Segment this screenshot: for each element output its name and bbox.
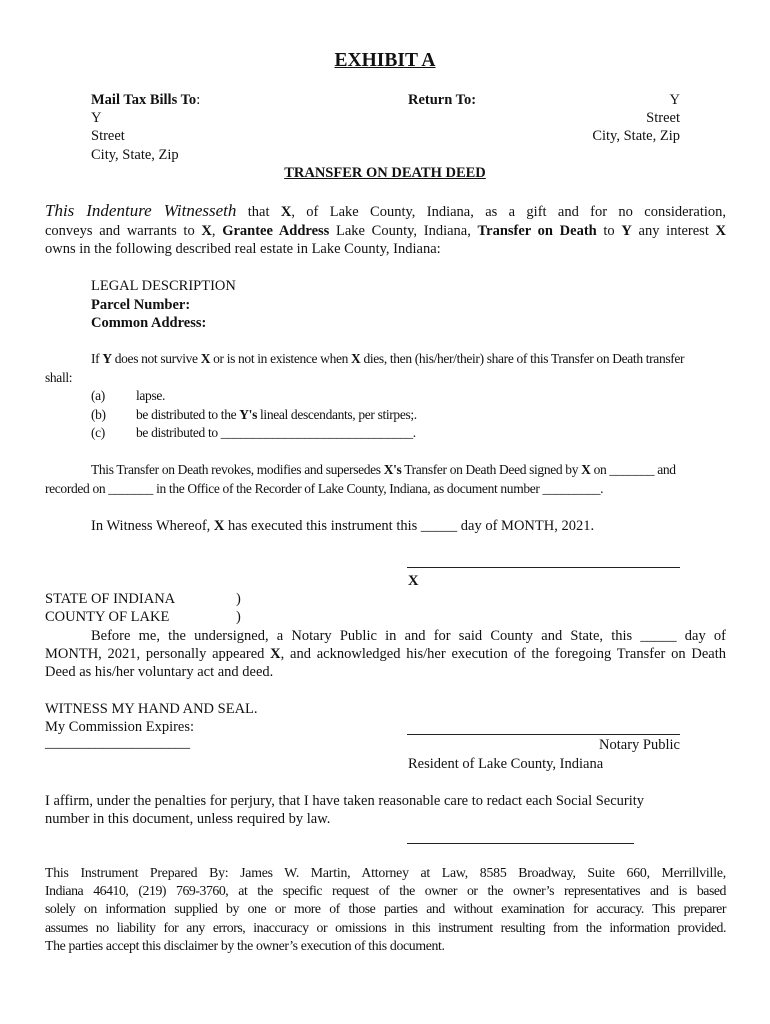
notary-x: X (270, 646, 281, 662)
affirm-line-2: number in this document, unless required by law. (45, 811, 331, 827)
survive-item-b-text (136, 406, 417, 425)
notary-text: , and acknowledged his/her execution of the foregoing Transfer on Death (280, 646, 726, 662)
intro-text: conveys and warrants to (45, 223, 202, 239)
survive-item-c-label: (c) (91, 425, 105, 440)
intro-tod: Transfer on Death (477, 223, 597, 239)
intro-text: , of Lake County, Indiana, as a gift and for no consideration, (291, 204, 727, 220)
intro-text: to (596, 223, 622, 239)
return-to-city: City, State, Zip (592, 128, 680, 144)
notary-line-3: Deed as his/her voluntary act and deed. (45, 664, 274, 680)
survive-item-text: lapse. (136, 388, 166, 403)
intro-line-1 (45, 201, 726, 222)
prepared-line-1: This Instrument Prepared By: James W. Martin, Attorney at Law, 8585 Broadway, Suite 660, Merrillville, (45, 865, 726, 880)
revokes-text: Transfer on Death Deed signed by (401, 462, 582, 477)
intro-x: X (201, 223, 212, 239)
mail-tax-label-text: Mail Tax Bills To (91, 92, 197, 108)
survive-y: Y (102, 351, 112, 366)
mail-tax-city: City, State, Zip (91, 147, 179, 163)
survive-item-text: lineal descendants, per stirpes;. (257, 407, 417, 422)
intro-x: X (715, 223, 727, 239)
survive-text: does not survive (111, 351, 201, 366)
signer-name: X (408, 573, 419, 589)
survive-item-b-label: (b) (91, 407, 106, 422)
prepared-line-5: The parties accept this disclaimer by the owner’s execution of this document. (45, 938, 445, 953)
survive-item-text: be distributed to the (136, 407, 240, 422)
state-paren: ) (236, 591, 241, 607)
revokes-x: X's (383, 462, 402, 477)
survive-text: dies, then (his/her/their) share of this Transfer on Death transfer (360, 351, 685, 366)
mail-tax-colon: : (196, 92, 201, 108)
signer-signature-line (407, 567, 680, 568)
deed-title: TRANSFER ON DEATH DEED (284, 165, 486, 181)
survive-item-text: be distributed to ______________________________. (136, 425, 416, 440)
notary-line-2 (45, 645, 726, 664)
witness-whereof (91, 517, 594, 536)
mail-tax-label (91, 91, 200, 110)
intro-text: any interest (631, 223, 716, 239)
revokes-text: on _______ and (590, 462, 676, 477)
parcel-number-label: Parcel Number: (91, 297, 191, 313)
intro-y: Y (621, 223, 632, 239)
survive-item-y: Y's (239, 407, 257, 422)
prepared-line-2: Indiana 46410, (219) 769-3760, at the specific request of the owner or the owner’s representatives and is based (45, 883, 726, 898)
affirm-line-1: I affirm, under the penalties for perjury, that I have taken reasonable care to redact each Social Security (45, 793, 645, 809)
revokes-text: This Transfer on Death revokes, modifies and supersedes (91, 462, 384, 477)
intro-grantee: Grantee Address (222, 223, 330, 239)
witness-text: has executed this instrument this _____ day of MONTH, 2021. (224, 518, 595, 534)
intro-x: X (280, 204, 292, 220)
notary-title: Notary Public (599, 737, 680, 753)
survive-item-c-text (136, 424, 416, 443)
notary-text: MONTH, 2021, personally appeared (45, 646, 271, 662)
return-to-street: Street (646, 110, 680, 126)
return-to-name: Y (669, 92, 680, 108)
witness-x: X (213, 518, 225, 534)
intro-line-3: owns in the following described real estate in Lake County, Indiana: (45, 241, 441, 257)
return-to-label: Return To: (408, 92, 477, 108)
prepared-line-3: solely on information supplied by one or more of those parties and without examination for accuracy. This preparer (45, 901, 726, 916)
survive-x: X (351, 351, 361, 366)
page-title: EXHIBIT A (334, 50, 436, 71)
common-address-label: Common Address: (91, 315, 207, 331)
revokes-x: X (581, 462, 591, 477)
prepared-line-4: assumes no liability for any errors, inaccuracy or omissions in this instrument resulting from the information provided. (45, 920, 726, 935)
notary-line-1: Before me, the undersigned, a Notary Public in and for said County and State, this _____ day of (91, 628, 726, 644)
intro-text: , (211, 223, 223, 239)
revokes-line-2: recorded on _______ in the Office of the Recorder of Lake County, Indiana, as document number _________. (45, 481, 604, 496)
revokes-line-1 (91, 461, 676, 480)
intro-lead: This Indenture Witnesseth (45, 201, 237, 220)
notary-resident: Resident of Lake County, Indiana (408, 756, 604, 772)
commission-label: My Commission Expires: (45, 719, 195, 735)
survive-item-a-text (136, 387, 165, 406)
commission-blank: ____________________ (45, 735, 190, 751)
survive-text: or is not in existence when (210, 351, 352, 366)
county-paren: ) (236, 609, 241, 625)
intro-text: Lake County, Indiana, (329, 223, 478, 239)
notary-signature-line (407, 734, 680, 735)
seal-witness: WITNESS MY HAND AND SEAL. (45, 701, 258, 717)
legal-heading: LEGAL DESCRIPTION (91, 278, 236, 294)
survive-line-1 (91, 350, 684, 369)
mail-tax-street: Street (91, 128, 125, 144)
survive-x: X (200, 351, 211, 366)
survive-text: If (91, 351, 103, 366)
witness-text: In Witness Whereof, (91, 518, 214, 534)
mail-tax-name: Y (91, 110, 102, 126)
survive-line-2: shall: (45, 370, 73, 385)
state-label: STATE OF INDIANA (45, 591, 176, 607)
intro-line-2 (45, 222, 726, 241)
affirm-signature-line (407, 843, 634, 844)
county-label: COUNTY OF LAKE (45, 609, 170, 625)
intro-text: that (236, 204, 281, 220)
survive-item-a-label: (a) (91, 388, 105, 403)
